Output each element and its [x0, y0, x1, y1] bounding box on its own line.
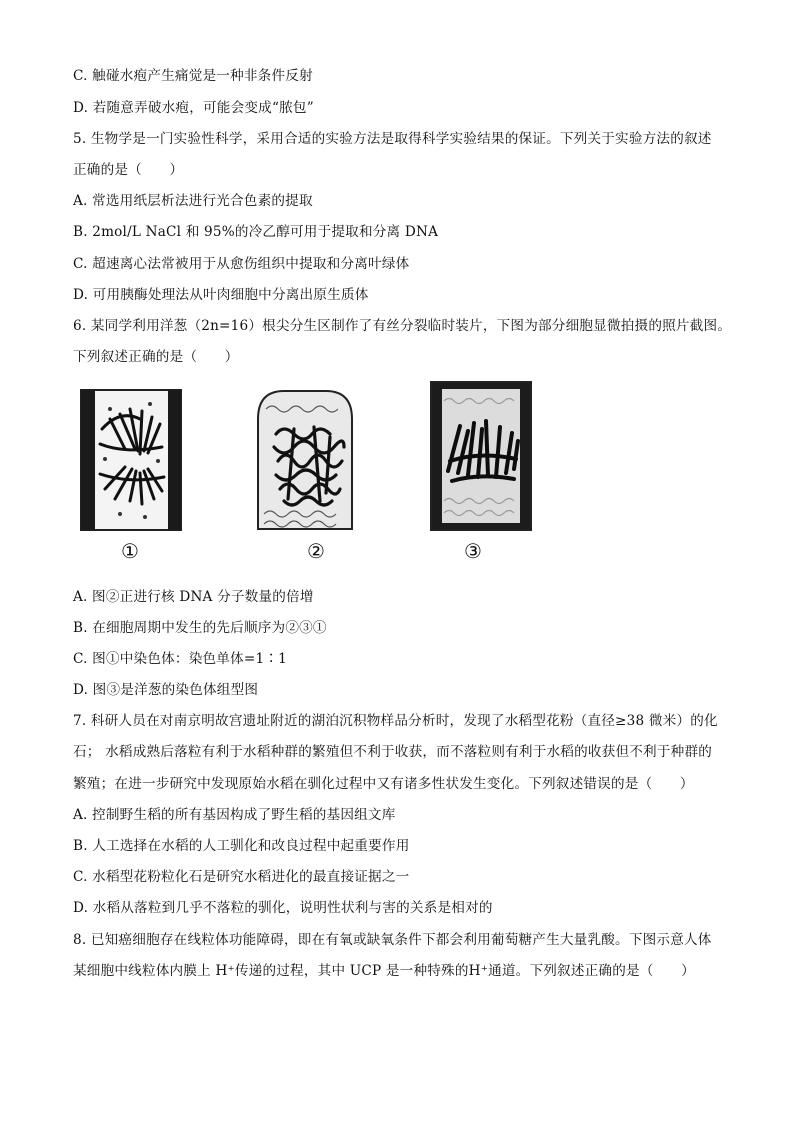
figure-label-3: ③: [464, 539, 482, 563]
q6-option-b: B. 在细胞周期中发生的先后顺序为②③①: [73, 620, 327, 636]
cell-micrograph-1: [80, 389, 182, 531]
q7-option-d: D. 水稻从落粒到几乎不落粒的驯化，说明性状利与害的关系是相对的: [73, 900, 493, 916]
q7-stem-line3: 繁殖；在进一步研究中发现原始水稻在驯化过程中又有诸多性状发生变化。下列叙述错误的是（ ）: [73, 776, 694, 792]
q5-option-a: A. 常选用纸层析法进行光合色素的提取: [73, 193, 313, 209]
q7-option-c: C. 水稻型花粉粒化石是研究水稻进化的最直接证据之一: [73, 869, 410, 885]
q5-stem-line1: 5. 生物学是一门实验性科学，采用合适的实验方法是取得科学实验结果的保证。下列关于实验方法的叙述: [73, 131, 712, 147]
q6-stem-line1: 6. 某同学利用洋葱（2n=16）根尖分生区制作了有丝分裂临时装片，下图为部分细胞显微拍摄的照片截图。: [73, 318, 732, 334]
q6-option-d: D. 图③是洋葱的染色体组型图: [73, 682, 259, 698]
q5-option-d: D. 可用胰酶处理法从叶肉细胞中分离出原生质体: [73, 287, 369, 303]
q5-option-c: C. 超速离心法常被用于从愈伤组织中提取和分离叶绿体: [73, 256, 410, 272]
q8-stem-line1: 8. 已知癌细胞存在线粒体功能障碍，即在有氧或缺氧条件下都会利用葡萄糖产生大量乳酸。下图示意人体: [73, 932, 712, 948]
q4-option-d: D. 若随意弄破水疱，可能会变成“脓包”: [73, 100, 314, 116]
q8-stem-line2: 某细胞中线粒体内膜上 H⁺传递的过程，其中 UCP 是一种特殊的H⁺通道。下列叙述正确的是（ ）: [73, 963, 695, 979]
figure-label-2: ②: [307, 539, 325, 563]
q6-option-c: C. 图①中染色体：染色单体=1∶1: [73, 651, 287, 667]
q6-stem-line2: 下列叙述正确的是（ ）: [73, 349, 239, 365]
q4-option-c: C. 触碰水疱产生痛觉是一种非条件反射: [73, 68, 313, 84]
q5-option-b: B. 2mol/L NaCl 和 95%的冷乙醇可用于提取和分离 DNA: [73, 224, 439, 240]
q5-stem-line2: 正确的是（ ）: [73, 162, 184, 178]
cell-micrograph-2: [254, 389, 356, 531]
q7-stem-line2: 石； 水稻成熟后落粒有利于水稻种群的繁殖但不利于收获，而不落粒则有利于水稻的收获但不利于种群的: [73, 744, 713, 760]
q7-option-a: A. 控制野生稻的所有基因构成了野生稻的基因组文库: [73, 807, 396, 823]
cell-micrograph-3: [430, 381, 532, 531]
figure-label-1: ①: [121, 539, 139, 563]
q7-option-b: B. 人工选择在水稻的人工驯化和改良过程中起重要作用: [73, 838, 410, 854]
q7-stem-line1: 7. 科研人员在对南京明故宫遗址附近的湖泊沉积物样品分析时，发现了水稻型花粉（直径≥38 微米）的化: [73, 713, 718, 729]
q6-option-a: A. 图②正进行核 DNA 分子数量的倍增: [73, 589, 314, 605]
